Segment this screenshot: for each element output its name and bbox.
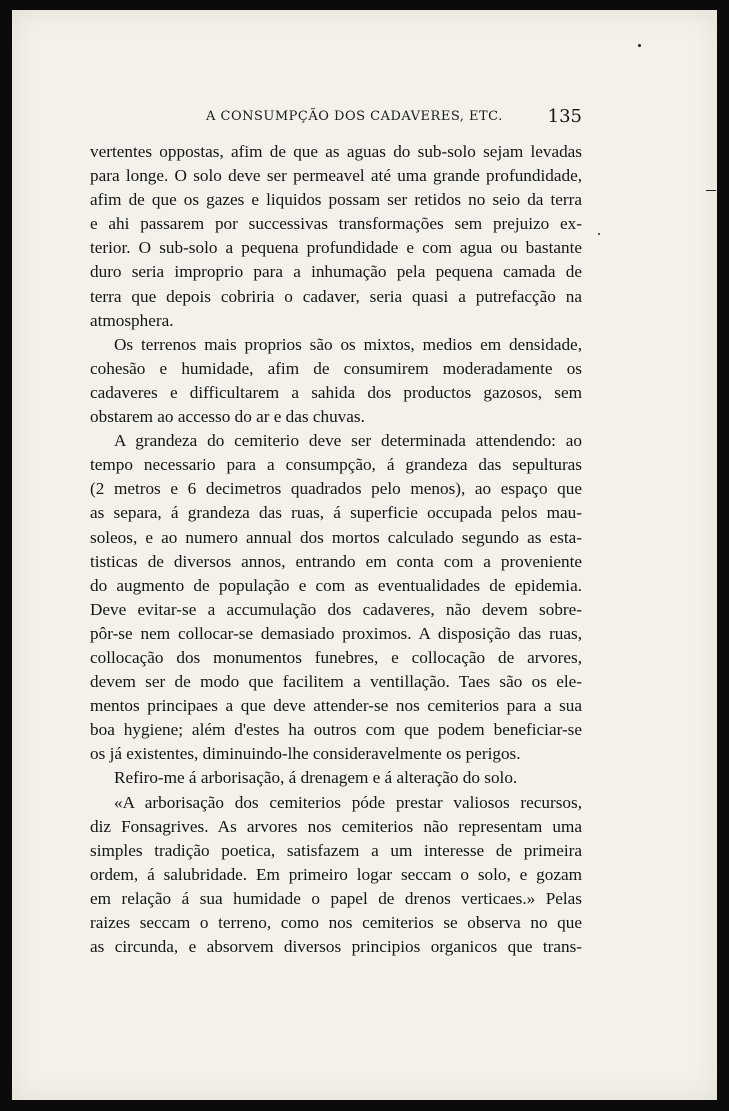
text-line: vertentes oppostas, afim de que as aguas do sub-solo sejam levadas — [90, 142, 582, 161]
page-header — [90, 106, 582, 130]
text-line: soleos, e ao numero annual dos mortos calculado segundo as esta- — [90, 527, 582, 547]
text-line: em relação á sua humidade o papel de drenos verticaes.» Pelas — [90, 888, 582, 908]
text-line: mentos principaes a que deve attender-se nos cemiterios para a sua — [90, 696, 582, 716]
page-number: 135 — [547, 106, 582, 127]
body-text — [90, 140, 582, 959]
text-line: (2 metros e 6 decimetros quadrados pelo menos), ao espaço que — [90, 479, 582, 499]
text-line: diz Fonsagrives. As arvores nos cemiterios não representam uma — [90, 816, 582, 836]
paragraph-start-line: Refiro-me á arborisação, á drenagem e á alteração do solo. — [114, 768, 518, 788]
text-line: tisticas de diversos annos, entrando em conta com a proveniente — [90, 551, 582, 571]
text-line: do augmento de população e com as eventualidades de epidemia. — [90, 575, 582, 595]
text-line: collocação dos monumentos funebres, e collocação de arvores, — [90, 647, 582, 667]
print-speck — [638, 44, 641, 47]
text-line: duro seria improprio para a inhumação pela pequena camada de — [90, 262, 582, 282]
text-line: e ahi passarem por successivas transformações sem prejuizo ex- — [90, 214, 582, 234]
text-line: os já existentes, diminuindo-lhe consideravelmente os perigos. — [90, 744, 521, 764]
print-speck — [598, 233, 600, 235]
paragraph-start-line: A grandeza do cemiterio deve ser determinada attendendo: ao — [114, 431, 582, 451]
text-line: para longe. O solo deve ser permeavel até uma grande profundidade, — [90, 166, 582, 186]
text-line: Deve evitar-se a accumulação dos cadaveres, não devem sobre- — [90, 599, 582, 619]
paragraph-start-line: Os terrenos mais proprios são os mixtos, medios em densidade, — [114, 334, 582, 354]
text-line: afim de que os gazes e liquidos possam ser retidos no seio da terra — [90, 190, 582, 210]
text-line: cohesão e humidade, afim de consumirem moderadamente os — [90, 358, 582, 378]
print-speck — [706, 190, 716, 191]
text-line: obstarem ao accesso do ar e das chuvas. — [90, 407, 365, 427]
text-line: devem ser de modo que facilitem a ventillação. Taes são os ele- — [90, 672, 582, 692]
text-line: atmosphera. — [90, 310, 174, 330]
text-line: raizes seccam o terreno, como nos cemiterios se observa no que — [90, 913, 582, 932]
text-line: terra que depois cobriria o cadaver, seria quasi a putrefacção na — [90, 286, 582, 306]
text-line: simples tradição poetica, satisfazem a um interesse de primeira — [90, 840, 582, 860]
text-line: as separa, á grandeza das ruas, á superficie occupada pelos mau- — [90, 503, 582, 523]
text-line: cadaveres e difficultarem a sahida dos productos gazosos, sem — [90, 382, 582, 402]
text-line: as circunda, e absorvem diversos principios organicos que trans- — [90, 937, 582, 957]
text-line: boa hygiene; além d'estes ha outros com que podem beneficiar-se — [90, 720, 582, 740]
text-line: pôr-se nem collocar-se demasiado proximos. A disposição das ruas, — [90, 623, 582, 643]
text-line: terior. O sub-solo a pequena profundidade e com agua ou bastante — [90, 238, 582, 258]
text-line: ordem, á salubridade. Em primeiro logar seccam o solo, e gozam — [90, 864, 582, 884]
text-line: tempo necessario para a consumpção, á grandeza das sepulturas — [90, 455, 582, 475]
book-page — [12, 10, 717, 1100]
paragraph-start-line: «A arborisação dos cemiterios póde prestar valiosos recursos, — [114, 792, 582, 812]
running-title: A CONSUMPÇÃO DOS CADAVERES, ETC. — [206, 109, 503, 124]
